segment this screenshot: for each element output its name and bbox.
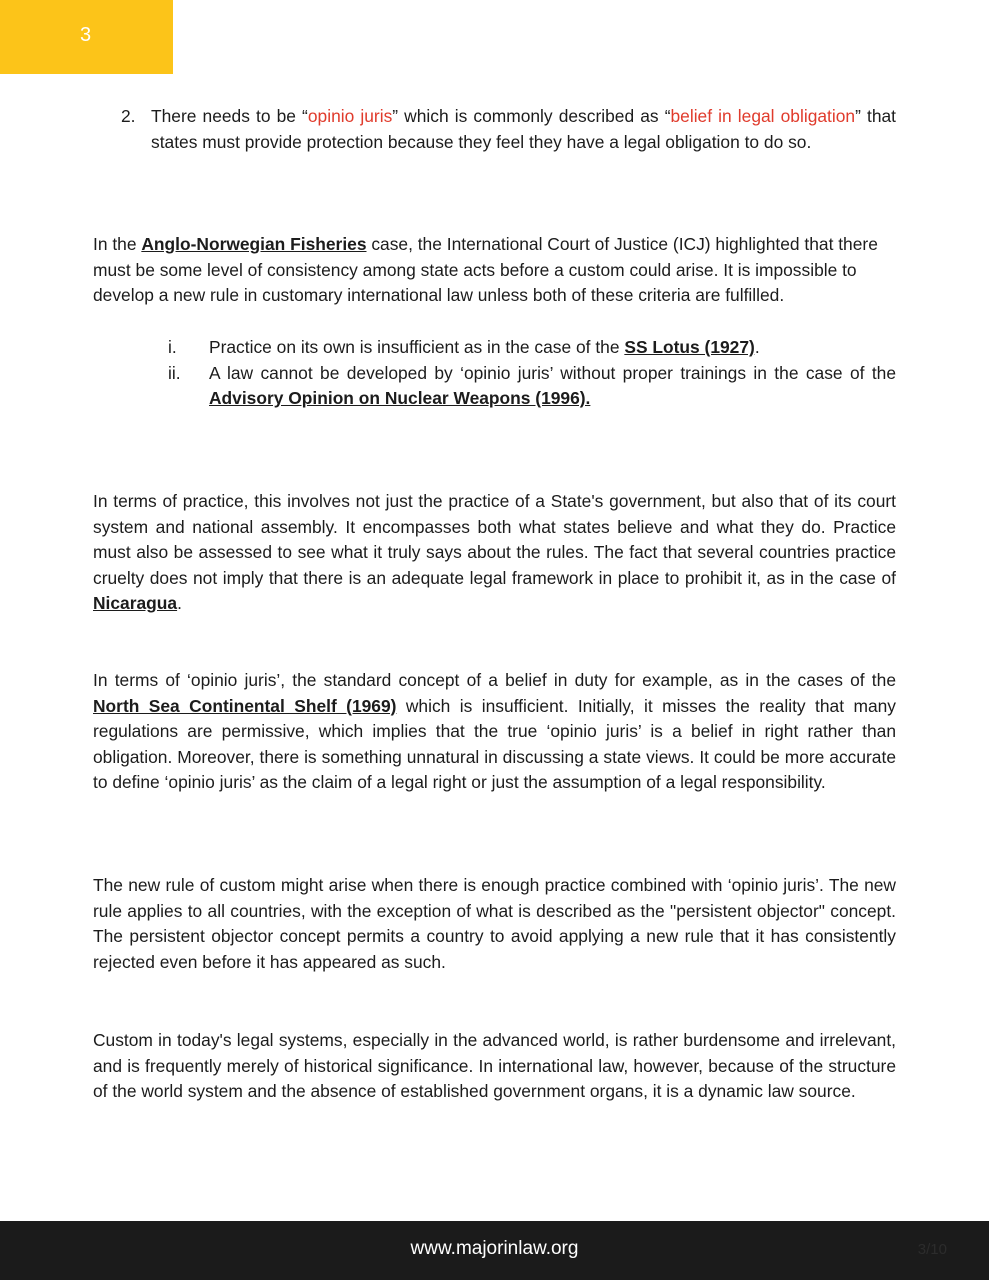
highlight-term: opinio juris	[307, 106, 393, 126]
highlight-term: belief in legal obligation	[670, 106, 856, 126]
page-number-badge	[0, 0, 173, 74]
list-marker: 2.	[121, 106, 136, 126]
case-reference: Advisory Opinion on Nuclear Weapons (1996).	[209, 388, 591, 409]
footer-bar	[0, 1221, 989, 1280]
paragraph-opinio-juris: In terms of ‘opinio juris’, the standard concept of a belief in duty for example, as in the cases of the North Sea Continental Shelf (1969) which is insufficient. Initially, it misses the reality that many regulations are permissive, which implies that the true ‘opinio juris’ is a belief in right rather than obligation. Moreover, there is something unnatural in discussing a state views. It could be more accurate to define ‘opinio juris’ as the claim of a legal right or just the assumption of a legal responsibility.	[93, 670, 896, 793]
case-reference: North Sea Continental Shelf (1969)	[93, 695, 397, 716]
paragraph-persistent-objector: The new rule of custom might arise when there is enough practice combined with ‘opinio juris’. The new rule applies to all countries, with the exception of what is described as the "persistent objector" concept. The persistent objector concept permits a country to avoid applying a new rule that it has consistently rejected even before it has appeared as such.	[93, 875, 896, 972]
case-reference: Nicaragua	[93, 593, 178, 614]
paragraph-anglo-norwegian: In the Anglo-Norwegian Fisheries case, the International Court of Justice (ICJ) highlighted that there must be some level of consistency among state acts before a custom could arise. It is impossible to develop a new rule in customary international law unless both of these criteria are fulfilled.	[93, 234, 878, 306]
case-reference: Anglo-Norwegian Fisheries	[141, 234, 367, 254]
paragraph-custom-today: Custom in today's legal systems, especially in the advanced world, is rather burdensome and irrelevant, and is frequently merely of historical significance. In international law, however, because of the structure of the world system and the absence of established government organs, it is a dynamic law source.	[93, 1030, 896, 1102]
criteria-item: i. Practice on its own is insufficient as in the case of the SS Lotus (1927).	[93, 335, 896, 361]
list-marker: i.	[168, 337, 177, 357]
list-item-opinio-juris	[121, 104, 896, 155]
criteria-item: ii. A law cannot be developed by ‘opinio juris’ without proper trainings in the case of the Advisory Opinion on Nuclear Weapons (1996).	[168, 362, 896, 409]
footer-page-count: 3/10	[917, 1241, 947, 1258]
paragraph-practice: In terms of practice, this involves not just the practice of a State's government, but also that of its court system and national assembly. It encompasses both what states believe and what they do. Practice must also be assessed to see what it truly says about the rules. The fact that several countries practice cruelty does not imply that there is an adequate legal framework in place to prohibit it, as in the case of Nicaragua.	[93, 491, 896, 614]
page-number: 3	[80, 24, 92, 46]
footer-website-url: www.majorinlaw.org	[410, 1238, 579, 1259]
list-item-text: There needs to be “opinio juris” which is commonly described as “belief in legal obligation” that states must provide protection because they feel they have a legal obligation to do so.	[151, 106, 896, 152]
case-reference: SS Lotus (1927)	[624, 337, 755, 357]
list-marker: ii.	[168, 362, 181, 383]
criteria-list	[93, 335, 896, 412]
